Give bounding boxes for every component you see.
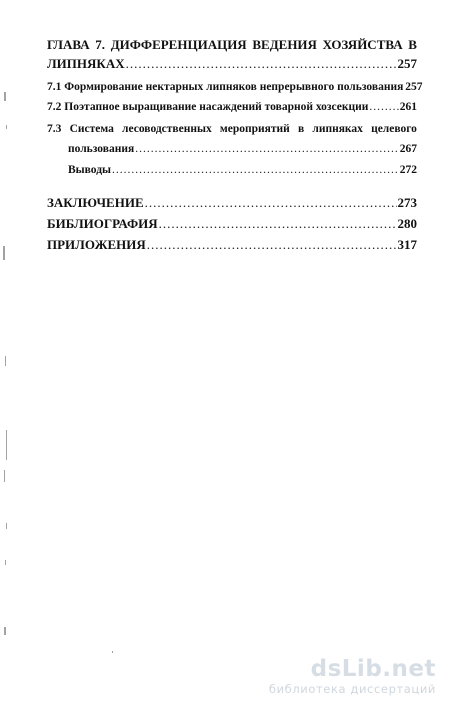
toc-chapter-7-word: ДИФФЕРЕНЦИАЦИЯ	[110, 37, 247, 52]
scan-artifact	[6, 523, 7, 529]
toc-leader-dots	[135, 141, 399, 157]
scan-artifact	[112, 651, 113, 653]
toc-leader-dots	[126, 56, 397, 72]
toc-entry-title: 7.1 Формирование нектарных липняков непрерывного пользования	[47, 81, 404, 93]
toc-section-7-3-line-2	[68, 141, 417, 157]
toc-chapter-7-word: ХОЗЯЙСТВА	[322, 37, 403, 52]
toc-page-number: 273	[397, 195, 417, 210]
toc-leader-dots	[145, 195, 397, 211]
toc-bibliography	[47, 216, 417, 232]
toc-entry-title: пользования	[68, 143, 135, 155]
watermark-logo: dsLib.net	[310, 656, 436, 682]
scan-artifact	[4, 470, 5, 482]
toc-chapter-7-line-2	[47, 56, 417, 72]
toc-section-7-3-word: лесоводственных	[122, 123, 212, 135]
toc-leader-dots	[147, 237, 397, 253]
toc-page-number: 280	[397, 216, 417, 231]
toc-chapter-7-word: В	[408, 37, 417, 52]
toc-conclusion	[47, 195, 417, 211]
toc-leader-dots	[369, 99, 398, 115]
toc-page-number: 257	[397, 56, 417, 71]
toc-entry-title: ЗАКЛЮЧЕНИЕ	[47, 195, 144, 210]
toc-section-7-1	[47, 79, 423, 95]
scan-artifact	[3, 246, 5, 260]
toc-chapter-7-word: ГЛАВА	[47, 37, 90, 52]
toc-section-7-3-word: 7.3	[47, 123, 62, 135]
toc-entry-title: 7.2 Поэтапное выращивание насаждений товарной хозсекции	[47, 101, 369, 113]
scan-artifact	[4, 627, 6, 635]
toc-section-7-2	[47, 99, 417, 115]
toc-chapter-7-word: ВЕДЕНИЯ	[252, 37, 317, 52]
scan-artifact	[6, 430, 7, 460]
toc-entry-title: БИБЛИОГРАФИЯ	[47, 216, 158, 231]
toc-page-number: 257	[405, 81, 423, 93]
toc-chapter-7-word: 7.	[95, 37, 106, 52]
toc-page-number: 317	[397, 237, 417, 252]
toc-entry-title: ПРИЛОЖЕНИЯ	[47, 237, 146, 252]
toc-leader-dots	[112, 162, 399, 178]
scan-artifact	[5, 356, 6, 366]
toc-section-7-3-word: Система	[69, 123, 114, 135]
toc-section-7-3-word: липняках	[312, 123, 363, 135]
toc-page-number: 272	[399, 164, 417, 176]
toc-conclusions	[68, 162, 417, 178]
watermark	[256, 656, 436, 696]
toc-section-7-3-word: мероприятий	[219, 123, 290, 135]
toc-entry-title: Выводы	[68, 164, 111, 176]
toc-leader-dots	[159, 216, 397, 232]
scan-artifact	[6, 125, 7, 129]
scan-artifact	[4, 92, 6, 101]
toc-entry-title: ЛИПНЯКАХ	[47, 56, 125, 71]
toc-page-number: 261	[399, 101, 417, 113]
toc-section-7-3-word: целевого	[371, 123, 417, 135]
watermark-subtitle: библиотека диссертаций	[268, 682, 436, 696]
toc-chapter-7-line-1	[47, 37, 417, 53]
toc-page-number: 267	[399, 143, 417, 155]
scan-artifact	[5, 560, 6, 565]
toc-appendix	[47, 237, 417, 253]
toc-section-7-3-line-1	[47, 121, 417, 137]
toc-section-7-3-word: в	[297, 123, 305, 135]
